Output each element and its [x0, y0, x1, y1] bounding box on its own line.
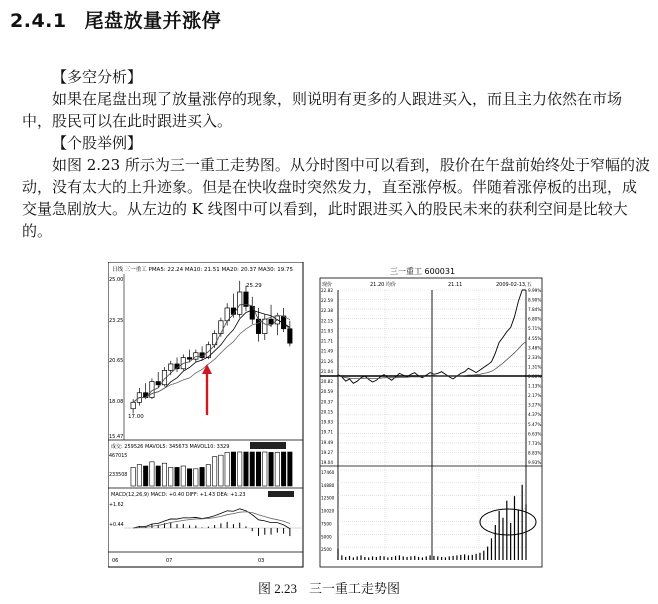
intraday-price-tick: 19.27	[321, 449, 333, 455]
kline-tick-3: 20.65	[109, 358, 124, 364]
intraday-price-tick: 20.15	[321, 409, 333, 415]
volume-bar	[169, 467, 173, 486]
kline-tick-1: 25.00	[109, 277, 124, 283]
candle-body	[219, 321, 223, 334]
volume-bar	[143, 466, 147, 486]
intraday-time-tick-1: 21.20 均价	[370, 282, 396, 288]
candle-body	[231, 308, 235, 314]
intraday-title: 三一重工 600031	[390, 267, 456, 276]
volume-bar	[131, 467, 135, 486]
candle-body	[156, 382, 160, 385]
candle-body	[187, 358, 191, 360]
volume-bar	[275, 452, 279, 486]
date-tick-1: 06	[112, 558, 119, 564]
kline-tick-2: 23.25	[109, 318, 124, 324]
volume-bar	[150, 462, 154, 486]
volume-bar	[231, 452, 235, 486]
intraday-price-tick: 20.82	[321, 379, 333, 385]
intraday-pct-tick: 1.31%	[528, 364, 542, 370]
volume-bar	[137, 465, 141, 486]
intraday-pct-tick: 5.71%	[528, 326, 542, 332]
intraday-price-tick: 21.71	[321, 338, 333, 344]
intraday-pct-tick: 6.80%	[528, 316, 542, 322]
volume-header: 成交: 259526 MAVOL5: 345673 MAVOL10: 3329	[111, 444, 230, 450]
macd-tick-1: +1.62	[109, 503, 124, 508]
volume-bar	[263, 452, 267, 486]
intraday-volume-tick: 2500	[321, 547, 332, 553]
volume-bar	[225, 452, 229, 486]
candle-body	[269, 319, 273, 324]
intraday-volume-tick: 12500	[321, 495, 335, 501]
volume-bar	[281, 452, 285, 486]
volume-bar	[181, 466, 185, 486]
figure-stock-charts	[108, 262, 548, 574]
intraday-price-tick: 22.82	[321, 288, 333, 293]
intraday-price-tick: 22.15	[321, 318, 333, 324]
intraday-pct-tick: 2.33%	[528, 354, 542, 360]
date-tick-3: 03	[258, 558, 265, 564]
section-title: 尾盘放量并涨停	[84, 10, 222, 32]
intraday-price-tick: 19.04	[321, 460, 333, 465]
intraday-price-tick: 21.04	[321, 368, 333, 374]
intraday-price-tick: 19.49	[321, 439, 333, 445]
volume-bar	[162, 463, 166, 486]
candle-body	[288, 329, 292, 343]
kline-low-label: 17.00	[128, 414, 144, 420]
volume-bar	[175, 467, 179, 486]
volume-bar	[238, 452, 242, 486]
intraday-price-tick: 19.71	[321, 429, 333, 435]
candle-body	[256, 319, 260, 333]
volume-bar	[219, 455, 223, 486]
kline-high-label: 25.29	[246, 283, 262, 289]
intraday-price-tick: 21.49	[321, 348, 333, 354]
volume-bar	[206, 465, 210, 486]
intraday-volume-tick: 17460	[321, 470, 335, 475]
intraday-pct-tick: 4.37%	[528, 412, 542, 418]
intraday-pct-tick: 4.55%	[528, 335, 542, 341]
intraday-left-label: 现价	[322, 282, 333, 288]
volume-bar	[187, 469, 191, 486]
intraday-date-label: 2009-02-13,五	[496, 282, 532, 288]
section-heading	[10, 6, 221, 33]
intraday-pct-tick: 5.47%	[528, 421, 542, 427]
intraday-volume-tick: 7500	[321, 521, 332, 527]
volume-bar	[212, 457, 216, 486]
intraday-volume-tick: 14880	[321, 482, 335, 488]
kline-tick-5: 15.47	[109, 434, 124, 440]
example-paragraph: 如图 2.23 所示为三一重工走势图。从分时图中可以看到，股价在午盘前始终处于窄幅的波动，没有太大的上升迹象。但是在快收盘时突然发力，直至涨停板。伴随着涨停板的出现，成交量急剧放大。从左边的 K 线图中可以看到，此时跟进买入的股民未来的获利空间是比较大的。	[22, 156, 650, 240]
intraday-pct-tick: 7.84%	[528, 307, 542, 313]
intraday-pct-tick: 8.90%	[528, 297, 542, 303]
intraday-volume-tick: 10020	[321, 508, 335, 514]
example-heading: 【个股举例】	[52, 134, 143, 152]
volume-bar	[194, 469, 198, 486]
candle-body	[131, 402, 135, 408]
candle-body	[169, 364, 173, 370]
volume-bar	[269, 452, 273, 486]
intraday-pct-tick: 3.27%	[528, 402, 542, 408]
intraday-pct-tick: 2.17%	[528, 393, 542, 399]
volume-tag	[250, 442, 286, 449]
intraday-volume-tick: 5000	[321, 534, 332, 540]
candle-body	[238, 292, 242, 314]
macd-tick-2: +0.44	[109, 523, 124, 528]
intraday-price-tick: 20.37	[321, 399, 333, 405]
volume-bar	[156, 466, 160, 486]
caption-text: 三一重工走势图	[309, 582, 401, 597]
kline-panel	[108, 262, 303, 567]
intraday-pct-tick: 0.00%	[528, 374, 542, 379]
intraday-price-tick: 21.93	[321, 328, 333, 334]
intraday-panel	[320, 266, 542, 567]
caption-number: 图 2.23	[258, 581, 298, 596]
intraday-pct-tick: 6.63%	[528, 431, 542, 437]
analysis-paragraph: 如果在尾盘出现了放量涨停的现象，则说明有更多的人跟进买入，而且主力依然在市场中，股民可以在此时跟进买入。	[22, 90, 623, 130]
intraday-price-tick: 19.93	[321, 419, 333, 425]
intraday-pct-tick: 9.93%	[528, 460, 542, 465]
intraday-pct-tick: 9.99%	[528, 288, 542, 293]
macd-header: MACD(12,26,9) MACD: +0.40 DIFF: +1.43 DEA: +1.23	[111, 492, 246, 498]
intraday-price-tick: 22.38	[321, 308, 333, 314]
intraday-price-tick: 21.26	[321, 358, 333, 364]
volume-bar	[200, 467, 204, 486]
intraday-price-tick: 20.59	[321, 389, 333, 395]
analysis-heading: 【多空分析】	[52, 68, 143, 86]
volume-tick-1: 467015	[109, 454, 128, 459]
intraday-time-tick-2: 21.11	[448, 282, 463, 288]
section-number: 2.4.1	[10, 10, 67, 32]
intraday-price-tick: 22.59	[321, 298, 333, 304]
intraday-frame	[320, 278, 542, 567]
intraday-pct-tick: 1.13%	[528, 383, 542, 389]
volume-bar	[288, 452, 292, 486]
intraday-pct-tick: 3.48%	[528, 345, 542, 351]
figure-caption	[258, 578, 400, 597]
volume-bar	[244, 452, 248, 486]
volume-tick-2: 233508	[109, 473, 128, 478]
macd-tag	[268, 491, 294, 497]
volume-bar	[250, 452, 254, 486]
candle-body	[263, 319, 267, 333]
kline-header: 日线 三一重工 PMA5: 22.24 MA10: 21.51 MA20: 20.37 MA30: 19.75	[112, 267, 293, 273]
intraday-pct-tick: 7.73%	[528, 440, 542, 446]
intraday-pct-tick: 8.83%	[528, 450, 542, 456]
date-tick-2: 07	[166, 558, 173, 564]
volume-bar	[256, 452, 260, 486]
kline-tick-4: 18.08	[109, 399, 124, 405]
